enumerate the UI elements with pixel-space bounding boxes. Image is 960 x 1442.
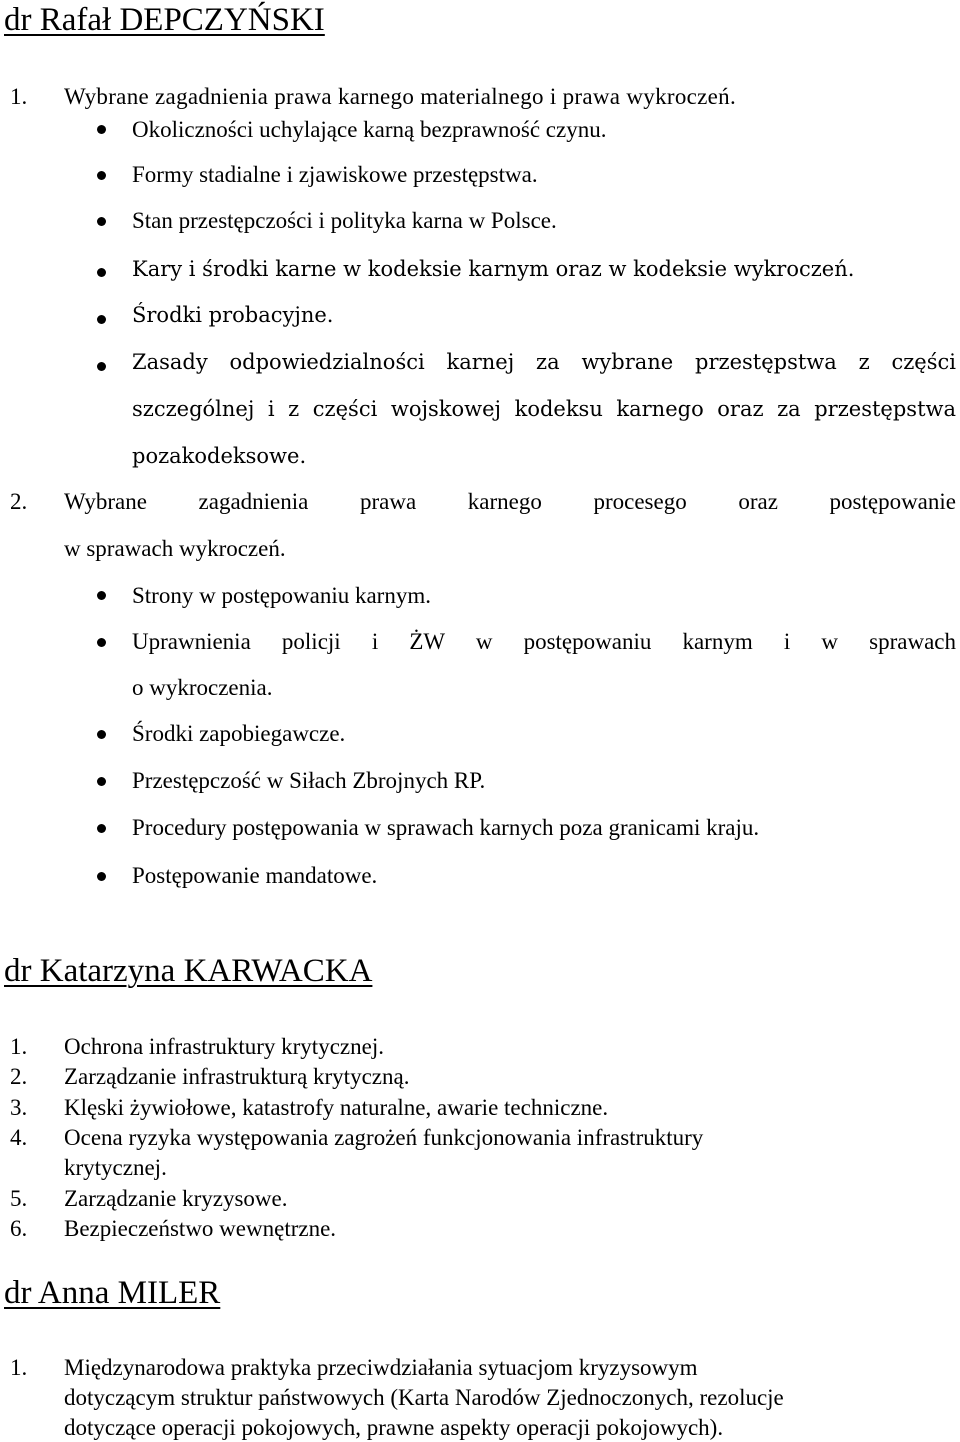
section-heading-depczynski: dr Rafał DEPCZYŃSKI (4, 2, 325, 38)
bullet-text: Procedury postępowania w sprawach karnych poza granicami kraju. (132, 815, 760, 840)
bullet-icon (97, 824, 106, 833)
item-text: Klęski żywiołowe, katastrofy naturalne, awarie techniczne. (64, 1095, 609, 1120)
item-text: Ochrona infrastruktury krytycznej. (64, 1034, 384, 1059)
bullet-icon (97, 217, 106, 226)
item-text: Wybrane zagadnienia prawa karnego materialnego i prawa wykroczeń. (64, 84, 737, 109)
item-number: 1. (10, 84, 28, 109)
bullet-text-line: o wykroczenia. (132, 675, 273, 700)
item-number: 6. (10, 1216, 28, 1241)
bullet-text: Formy stadialne i zjawiskowe przestępstwa. (132, 162, 538, 187)
bullet-text: Postępowanie mandatowe. (132, 863, 378, 888)
bullet-icon (97, 268, 106, 277)
bullet-text: Strony w postępowaniu karnym. (132, 583, 431, 608)
bullet-text-line: szczególnej i z części wojskowej kodeksu karnego oraz za przestępstwa (132, 397, 956, 421)
section-heading-karwacka: dr Katarzyna KARWACKA (4, 953, 373, 989)
item-text-line: Ocena ryzyka występowania zagrożeń funkcjonowania infrastruktury (64, 1125, 704, 1150)
bullet-icon (97, 638, 106, 647)
item-number: 1. (10, 1034, 28, 1059)
item-number: 2. (10, 1064, 28, 1089)
bullet-icon (97, 730, 106, 739)
bullet-icon (97, 171, 106, 180)
bullet-text-line: Uprawnienia policji i ŻW w postępowaniu karnym i w sprawach (132, 629, 956, 654)
bullet-icon (97, 777, 106, 786)
bullet-icon (97, 315, 106, 324)
bullet-text: Kary i środki karne w kodeksie karnym oraz w kodeksie wykroczeń. (132, 257, 855, 281)
item-number: 4. (10, 1125, 28, 1150)
bullet-text: Środki zapobiegawcze. (132, 721, 346, 746)
bullet-text: Środki probacyjne. (132, 303, 334, 327)
item-text-line: Wybrane zagadnienia prawa karnego procesego oraz postępowanie (64, 489, 956, 514)
item-number: 1. (10, 1355, 28, 1380)
section-heading-miler: dr Anna MILER (4, 1275, 221, 1311)
item-text-line: dotyczącym struktur państwowych (Karta Narodów Zjednoczonych, rezolucje (64, 1385, 784, 1410)
item-text-line: dotyczące operacji pokojowych, prawne aspekty operacji pokojowych). (64, 1415, 724, 1440)
bullet-text-line: pozakodeksowe. (132, 444, 307, 468)
item-number: 5. (10, 1186, 28, 1211)
bullet-icon (97, 591, 106, 600)
item-text-line: w sprawach wykroczeń. (64, 536, 286, 561)
item-number: 2. (10, 489, 28, 514)
item-text: Zarządzanie infrastrukturą krytyczną. (64, 1064, 410, 1089)
bullet-icon (97, 125, 106, 134)
bullet-icon (97, 362, 106, 371)
bullet-text: Stan przestępczości i polityka karna w Polsce. (132, 208, 557, 233)
bullet-text: Przestępczość w Siłach Zbrojnych RP. (132, 768, 486, 793)
item-text: Zarządzanie kryzysowe. (64, 1186, 288, 1211)
item-text-line: Międzynarodowa praktyka przeciwdziałania sytuacjom kryzysowym (64, 1355, 698, 1380)
item-text: Bezpieczeństwo wewnętrzne. (64, 1216, 337, 1241)
item-number: 3. (10, 1095, 28, 1120)
bullet-text: Okoliczności uchylające karną bezprawność czynu. (132, 117, 607, 142)
bullet-icon (97, 872, 106, 881)
item-text-line: krytycznej. (64, 1155, 167, 1180)
bullet-text-line: Zasady odpowiedzialności karnej za wybrane przestępstwa z części (132, 350, 956, 374)
